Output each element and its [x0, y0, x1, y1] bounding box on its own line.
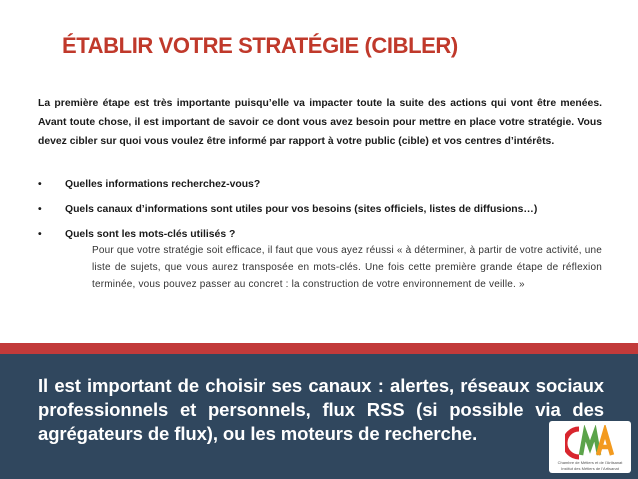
banner-accent-stripe — [0, 343, 638, 354]
bullet-icon: • — [38, 179, 42, 190]
quote-paragraph: Pour que votre stratégie soit efficace, il faut que vous ayez réussi « à déterminer, à partir de votre activité, une liste de sujets, que vous aurez transposée en mots-clés. Une fois cette première grande étape de réflexion terminée, vous pouvez passer au concret : la construction de votre environnement de veille. » — [92, 245, 602, 290]
slide-title: ÉTABLIR VOTRE STRATÉGIE (CIBLER) — [62, 33, 458, 58]
list-item-text: Quels canaux d’informations sont utiles pour vos besoins (sites officiels, listes de diffusions…) — [65, 204, 538, 215]
list-item-text: Quels sont les mots-clés utilisés ? — [65, 229, 236, 240]
list-item — [38, 178, 602, 192]
intro-paragraph: La première étape est très importante puisqu’elle va impacter toute la suite des actions qui vont être menées. Avant toute chose, il est important de savoir ce dont vous avez besoin pour mettre en place votre stratégie. Vous devez cibler sur quoi vous voulez être informé par rapport à votre public (cible) et vos centres d’intérêts. — [38, 98, 602, 147]
bottom-banner — [0, 343, 638, 479]
logo-caption-line1: Chambre de Métiers et de l'Artisanat — [557, 460, 623, 465]
bullet-icon: • — [38, 204, 42, 215]
cma-logo — [549, 421, 631, 473]
logo-caption-line2: Institut des Métiers de l'Artisanat — [561, 466, 619, 471]
list-item — [38, 203, 602, 217]
question-list — [38, 178, 602, 242]
list-item-text: Quelles informations recherchez-vous? — [65, 179, 261, 190]
list-item — [38, 228, 602, 242]
banner-text: Il est important de choisir ses canaux : alertes, réseaux sociaux professionnels et personnels, flux RSS (si possible via des agrégateurs de flux), ou les moteurs de recherche. — [38, 375, 604, 444]
cma-logo-mark — [565, 425, 615, 461]
bullet-icon: • — [38, 229, 42, 240]
